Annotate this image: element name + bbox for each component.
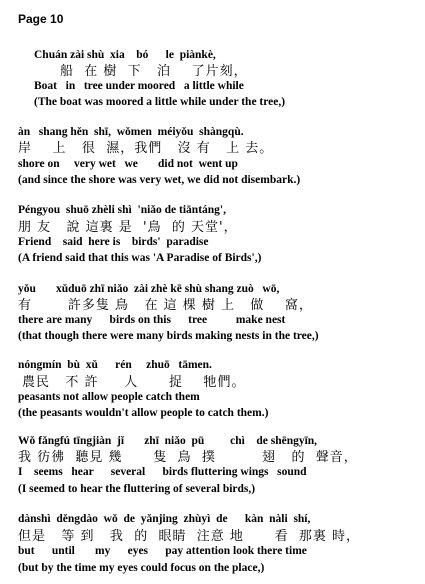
translation-line: (the peasants wouldn't allow people to catch them.) (18, 407, 269, 419)
pinyin-line: Wǒ fǎngfú tīngjiàn jǐ zhī niǎo pū chì de shēngyīn, (18, 435, 318, 447)
hanzi-line: 但是 等 到 我 的 眼睛 注意 地 看 那裏 時， (18, 529, 361, 544)
pinyin-line: yǒu xǔduō zhī niǎo zài zhè kē shù shang zuò wō, (18, 283, 280, 295)
pinyin-line: Chuán zài shù xia bó le piànkè, (34, 49, 216, 61)
pinyin-line: dànshì děngdào wǒ de yǎnjing zhùyì de kàn nàli shí, (18, 513, 311, 525)
translation-line: (A friend said that this was 'A Paradise of Birds',) (18, 252, 262, 264)
translation-line: (The boat was moored a little while under the tree,) (34, 96, 286, 108)
page-title: Page 10 (18, 12, 64, 26)
translation-line: (I seemed to hear the fluttering of several birds,) (18, 483, 256, 495)
hanzi-line: 有 許多隻 鳥 在 這 棵 樹 上 做 窩， (18, 298, 313, 313)
hanzi-line: 朋 友 說 這裏 是 '鳥 的 天堂'， (18, 220, 238, 235)
hanzi-line: 船 在 樹 下 泊 了片刻， (60, 64, 248, 79)
gloss-line: peasants not allow people catch them (18, 391, 200, 403)
pinyin-line: nóngmín bù xǔ rén zhuō tāmen. (18, 359, 212, 371)
gloss-line: Friend said here is birds' paradise (18, 236, 209, 248)
translation-line: (that though there were many birds making nests in the tree,) (18, 330, 319, 342)
pinyin-line: àn shang hěn shī, wǒmen méiyǒu shàngqù. (18, 126, 244, 138)
gloss-line: but until my eyes pay attention look there time (18, 545, 307, 557)
pinyin-line: Péngyou shuō zhèli shì 'niǎo de tiāntáng', (18, 204, 226, 216)
gloss-line: Boat in tree under moored a little while (34, 80, 244, 92)
gloss-line: shore on very wet we did not went up (18, 158, 238, 170)
hanzi-line: 我 彷彿 聽見 幾 隻 鳥 撲 翅 的 聲音， (18, 450, 358, 465)
translation-line: (but by the time my eyes could focus on the place,) (18, 562, 265, 574)
translation-line: (and since the shore was very wet, we did not disembark.) (18, 174, 301, 186)
hanzi-line: 岸 上 很 濕，我們 沒 有 上 去。 (18, 141, 274, 156)
hanzi-line: 農民 不 許 人 捉 牠們。 (22, 375, 246, 390)
gloss-line: there are many birds on this tree make nest (18, 314, 286, 326)
gloss-line: I seems hear several birds fluttering wings sound (18, 466, 307, 478)
